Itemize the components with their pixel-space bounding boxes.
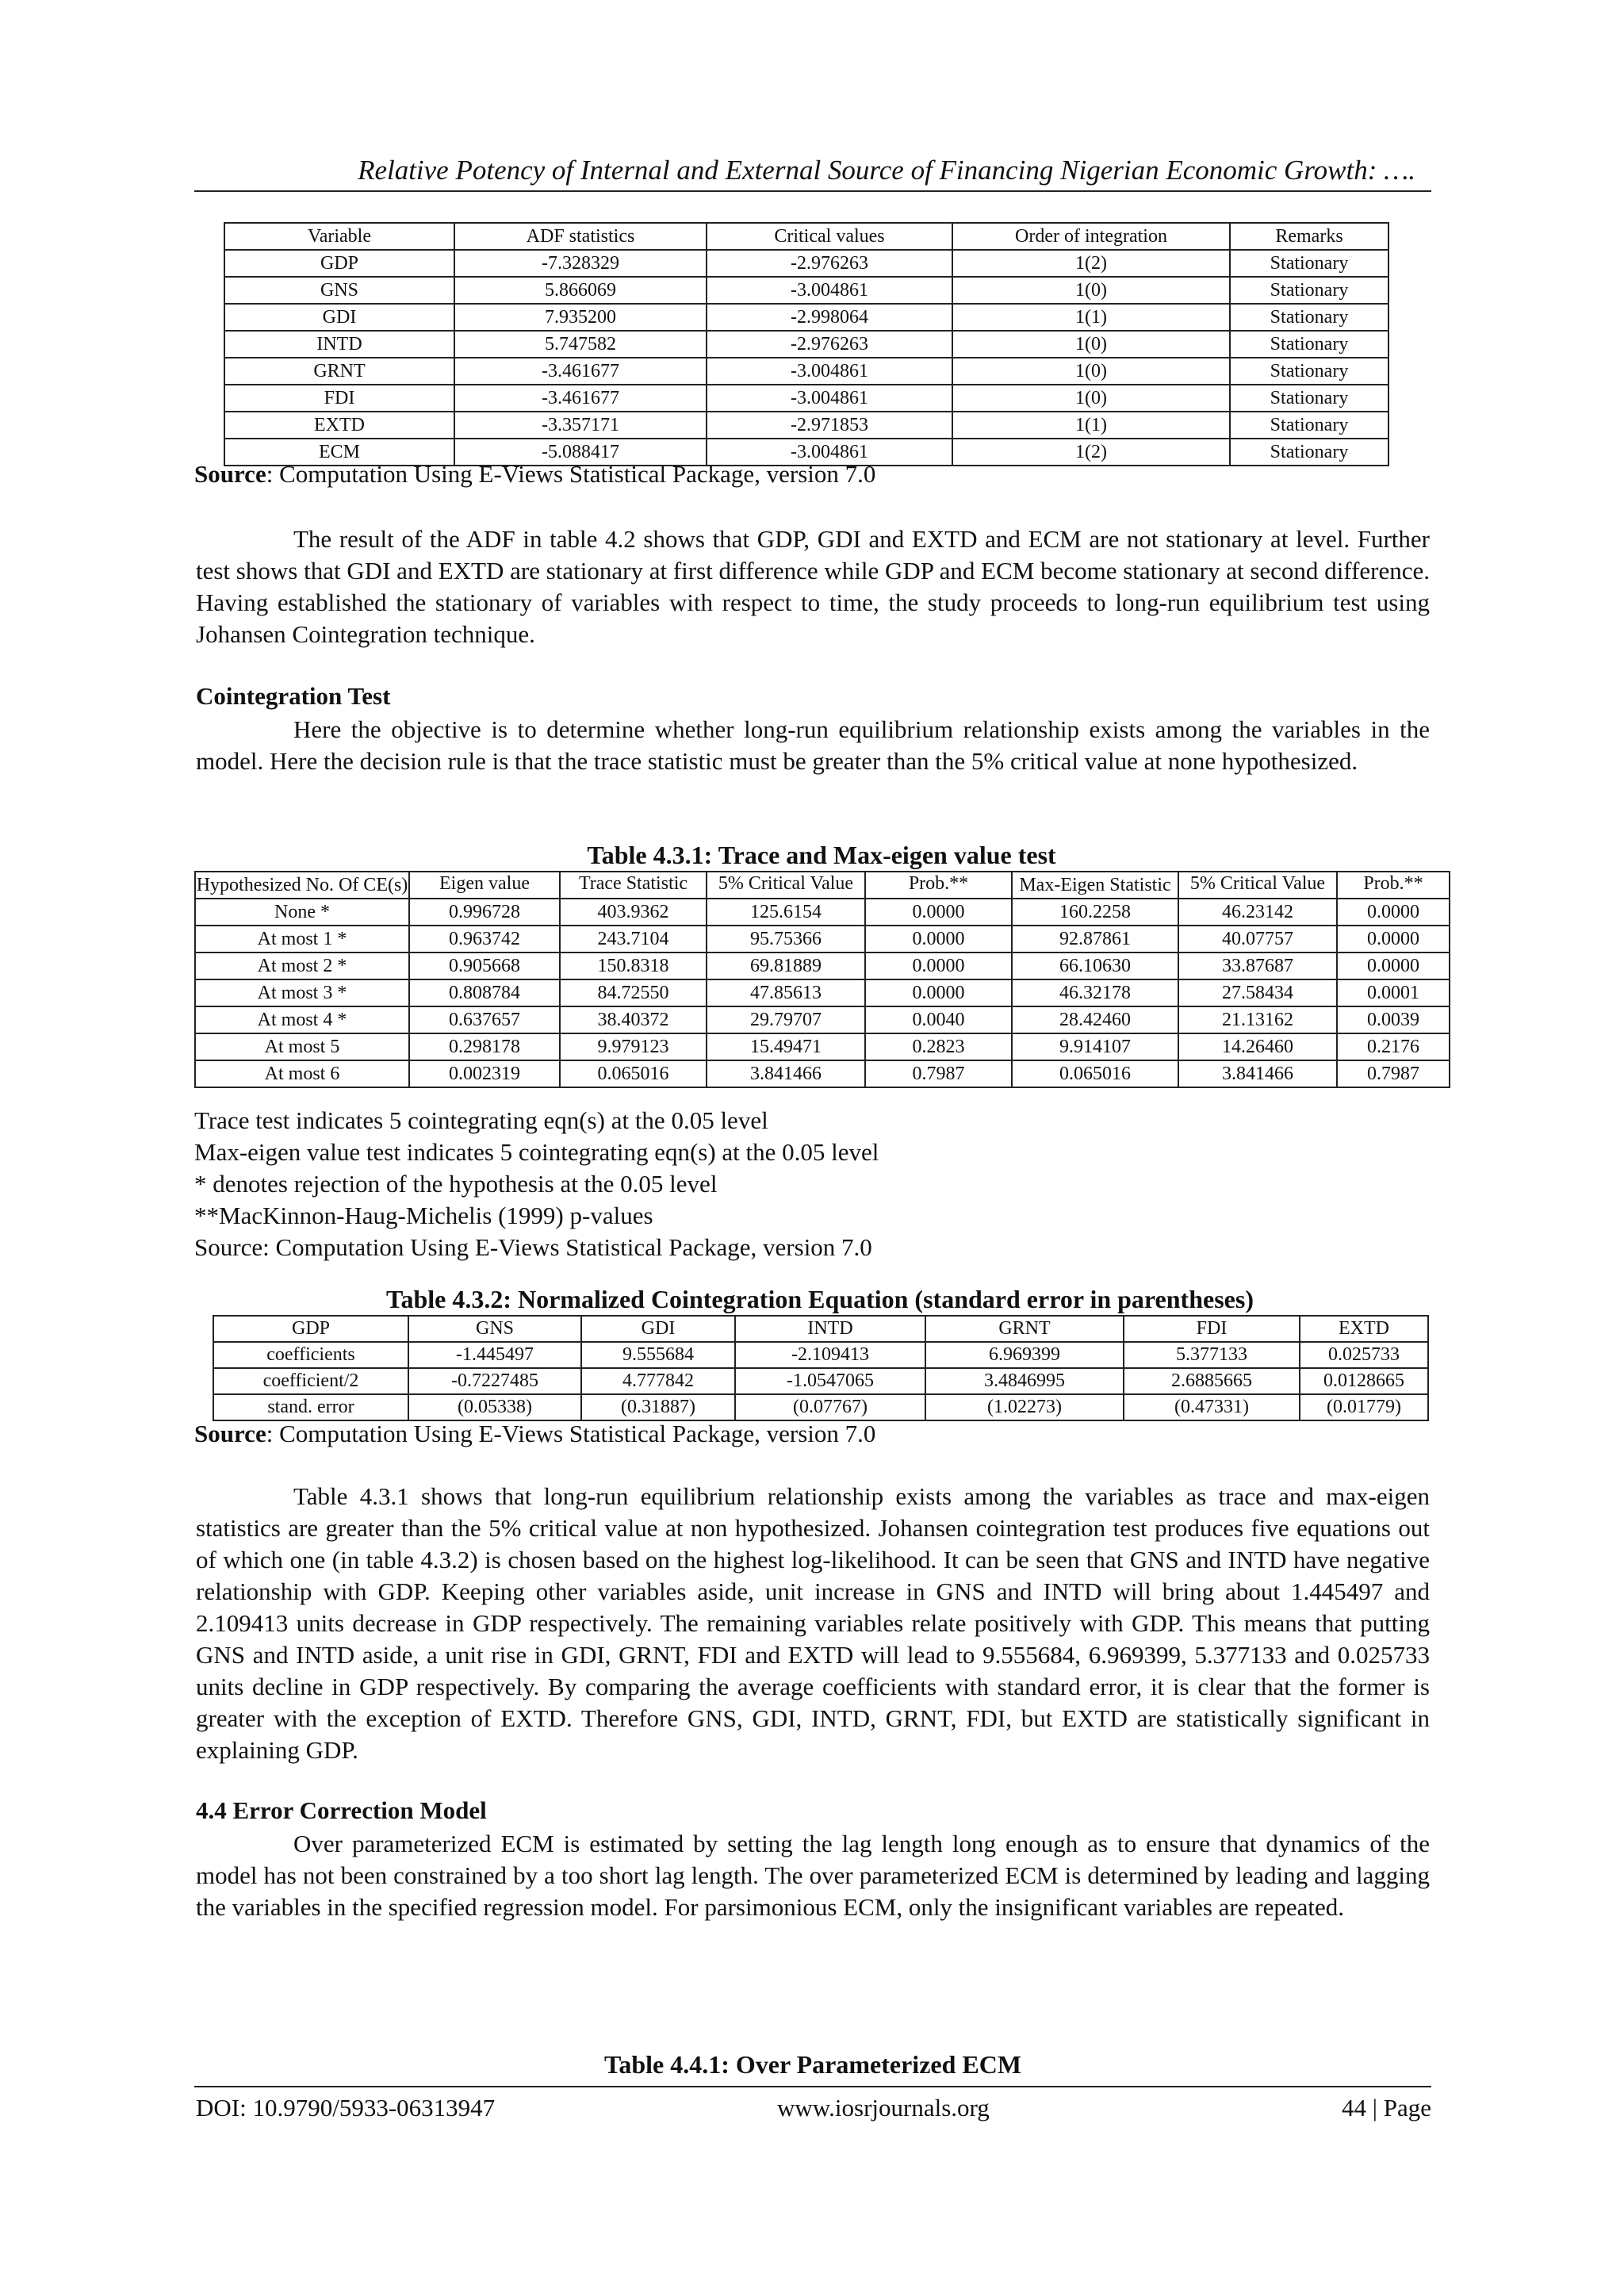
table-cell: 46.23142 bbox=[1178, 899, 1337, 926]
table-cell: At most 4 * bbox=[195, 1006, 409, 1033]
table-cell: 5.377133 bbox=[1124, 1342, 1300, 1368]
source-text: : Computation Using E-Views Statistical Package, version 7.0 bbox=[266, 1420, 876, 1447]
table-cell: 14.26460 bbox=[1178, 1033, 1337, 1060]
table-cell: (0.01779) bbox=[1300, 1394, 1428, 1420]
table-cell: -5.088417 bbox=[454, 439, 707, 466]
table-cell: 0.065016 bbox=[560, 1060, 707, 1087]
table-cell: At most 1 * bbox=[195, 926, 409, 953]
table-cell: EXTD bbox=[224, 412, 454, 439]
trace-note: **MacKinnon-Haug-Michelis (1999) p-values bbox=[194, 1202, 653, 1229]
table-row bbox=[224, 331, 1388, 358]
source-label: Source bbox=[194, 1420, 266, 1447]
table-cell: Stationary bbox=[1230, 439, 1388, 466]
column-header: ADF statistics bbox=[454, 223, 707, 250]
table-cell: GDP bbox=[224, 250, 454, 277]
table-cell: -7.328329 bbox=[454, 250, 707, 277]
column-header: GNS bbox=[408, 1316, 581, 1342]
table-cell: Stationary bbox=[1230, 358, 1388, 385]
table-cell: 38.40372 bbox=[560, 1006, 707, 1033]
over-param-ecm-title: Table 4.4.1: Over Parameterized ECM bbox=[603, 2050, 1022, 2079]
table-cell: 0.996728 bbox=[409, 899, 560, 926]
norm-table-title: Table 4.3.2: Normalized Cointegration Equation (standard error in parentheses) bbox=[386, 1285, 1254, 1313]
table-cell: 4.777842 bbox=[581, 1368, 735, 1394]
table-row bbox=[224, 304, 1388, 331]
table-cell: 5.747582 bbox=[454, 331, 707, 358]
running-title: Relative Potency of Internal and External Source of Financing Nigerian Economic Growth: …. bbox=[358, 155, 1415, 186]
table-cell: 1(1) bbox=[952, 412, 1230, 439]
table-row bbox=[213, 1394, 1428, 1420]
table-cell: -3.004861 bbox=[707, 358, 952, 385]
table-cell: 0.0128665 bbox=[1300, 1368, 1428, 1394]
table-cell: (0.31887) bbox=[581, 1394, 735, 1420]
trace-table-body bbox=[195, 899, 1450, 1087]
table-cell: -2.998064 bbox=[707, 304, 952, 331]
column-header: Hypothesized No. Of CE(s) bbox=[195, 872, 409, 899]
table-cell: -3.357171 bbox=[454, 412, 707, 439]
table-cell: 5.866069 bbox=[454, 277, 707, 304]
table-cell: -2.971853 bbox=[707, 412, 952, 439]
table-cell: -2.109413 bbox=[735, 1342, 925, 1368]
column-header: Prob.** bbox=[1337, 872, 1450, 899]
table-cell: 0.2823 bbox=[865, 1033, 1012, 1060]
table-cell: At most 3 * bbox=[195, 979, 409, 1006]
table-row bbox=[195, 899, 1450, 926]
source-text: : Computation Using E-Views Statistical Package, version 7.0 bbox=[266, 460, 876, 488]
table-cell: 0.963742 bbox=[409, 926, 560, 953]
table-cell: (0.47331) bbox=[1124, 1394, 1300, 1420]
column-header: Trace Statistic bbox=[560, 872, 707, 899]
table-cell: (0.07767) bbox=[735, 1394, 925, 1420]
table-cell: 21.13162 bbox=[1178, 1006, 1337, 1033]
table-cell: 95.75366 bbox=[707, 926, 865, 953]
column-header: Variable bbox=[224, 223, 454, 250]
table-cell: -3.004861 bbox=[707, 385, 952, 412]
table-row bbox=[224, 358, 1388, 385]
column-header: GRNT bbox=[925, 1316, 1124, 1342]
table-cell: Stationary bbox=[1230, 277, 1388, 304]
column-header: FDI bbox=[1124, 1316, 1300, 1342]
source-label: Source bbox=[194, 460, 266, 488]
paragraph-ecm bbox=[196, 1828, 1430, 1923]
table-cell: -0.7227485 bbox=[408, 1368, 581, 1394]
column-header: Critical values bbox=[707, 223, 952, 250]
cointegration-heading: Cointegration Test bbox=[196, 682, 391, 710]
column-header: GDP bbox=[213, 1316, 408, 1342]
paragraph-adf-result bbox=[196, 523, 1430, 650]
table-cell: 1(0) bbox=[952, 385, 1230, 412]
table-cell: -3.004861 bbox=[707, 439, 952, 466]
table-cell: 27.58434 bbox=[1178, 979, 1337, 1006]
table-cell: 1(2) bbox=[952, 439, 1230, 466]
table-cell: 9.979123 bbox=[560, 1033, 707, 1060]
table-cell: 69.81889 bbox=[707, 953, 865, 979]
table-cell: 0.808784 bbox=[409, 979, 560, 1006]
table-cell: 160.2258 bbox=[1012, 899, 1178, 926]
table-cell: 0.0000 bbox=[865, 926, 1012, 953]
table-cell: -3.461677 bbox=[454, 358, 707, 385]
table-cell: 6.969399 bbox=[925, 1342, 1124, 1368]
paragraph-cointegration bbox=[196, 714, 1430, 777]
table-cell: 0.2176 bbox=[1337, 1033, 1450, 1060]
table-cell: At most 2 * bbox=[195, 953, 409, 979]
table-cell: 7.935200 bbox=[454, 304, 707, 331]
table-cell: 150.8318 bbox=[560, 953, 707, 979]
table-cell: 9.914107 bbox=[1012, 1033, 1178, 1060]
trace-table bbox=[194, 871, 1450, 1088]
footer-doi: DOI: 10.9790/5933-06313947 bbox=[196, 2094, 496, 2122]
ecm-heading: 4.4 Error Correction Model bbox=[196, 1796, 487, 1824]
header-rule bbox=[194, 190, 1431, 192]
column-header: 5% Critical Value bbox=[1178, 872, 1337, 899]
table-cell: At most 6 bbox=[195, 1060, 409, 1087]
table-cell: (0.05338) bbox=[408, 1394, 581, 1420]
table-cell: coefficients bbox=[213, 1342, 408, 1368]
table-cell: 0.0000 bbox=[1337, 953, 1450, 979]
footer-url[interactable]: www.iosrjournals.org bbox=[777, 2094, 990, 2122]
table-cell: 0.298178 bbox=[409, 1033, 560, 1060]
table-cell: 92.87861 bbox=[1012, 926, 1178, 953]
table-cell: ECM bbox=[224, 439, 454, 466]
trace-note: Source: Computation Using E-Views Statistical Package, version 7.0 bbox=[194, 1233, 872, 1261]
trace-note: Max-eigen value test indicates 5 cointegrating eqn(s) at the 0.05 level bbox=[194, 1138, 879, 1166]
table-row bbox=[224, 412, 1388, 439]
table-cell: 0.065016 bbox=[1012, 1060, 1178, 1087]
column-header: INTD bbox=[735, 1316, 925, 1342]
table-cell: -1.445497 bbox=[408, 1342, 581, 1368]
table-cell: 125.6154 bbox=[707, 899, 865, 926]
paragraph-text: The result of the ADF in table 4.2 shows that GDP, GDI and EXTD and ECM are not stationary at level. Further test shows that GDI and EXTD are stationary at first difference while GDP and ECM become stationary at second difference. Having established the stationary of variables with respect to time, the study proceeds to long-run equilibrium test using Johansen Cointegration technique. bbox=[196, 525, 1430, 648]
table-cell: 1(1) bbox=[952, 304, 1230, 331]
table-cell: 0.637657 bbox=[409, 1006, 560, 1033]
table-cell: -3.461677 bbox=[454, 385, 707, 412]
norm-table-header bbox=[213, 1316, 1428, 1342]
table-cell: 1(0) bbox=[952, 331, 1230, 358]
table-cell: stand. error bbox=[213, 1394, 408, 1420]
paragraph-interpretation bbox=[196, 1481, 1430, 1766]
paragraph-text: Table 4.3.1 shows that long-run equilibrium relationship exists among the variables as trace and max-eigen statistics are greater than the 5% critical value at non hypothesized. Johansen cointegration test produces five equations out of which one (in table 4.3.2) is chosen based on the highest log-likelihood. It can be seen that GNS and INTD have negative relationship with GDP. Keeping other variables aside, unit increase in GNS and INTD will bring about 1.445497 and 2.109413 units decrease in GDP respectively. The remaining variables relate positively with GDP. This means that putting GNS and INTD aside, a unit rise in GDI, GRNT, FDI and EXTD will lead to 9.555684, 6.969399, 5.377133 and 0.025733 units decline in GDP respectively. By comparing the average coefficients with standard error, it is clear that the former is greater with the exception of EXTD. Therefore GNS, GDI, INTD, GRNT, FDI, but EXTD are statistically significant in explaining GDP. bbox=[196, 1482, 1430, 1764]
table-row bbox=[224, 277, 1388, 304]
table-row bbox=[195, 953, 1450, 979]
norm-source bbox=[194, 1420, 875, 1448]
table-row bbox=[224, 250, 1388, 277]
table-row bbox=[195, 926, 1450, 953]
table-cell: 0.7987 bbox=[1337, 1060, 1450, 1087]
table-cell: 0.0000 bbox=[1337, 899, 1450, 926]
table-cell: -2.976263 bbox=[707, 250, 952, 277]
table-cell: 1(0) bbox=[952, 277, 1230, 304]
table-cell: 0.905668 bbox=[409, 953, 560, 979]
adf-table bbox=[224, 222, 1389, 466]
table-cell: Stationary bbox=[1230, 331, 1388, 358]
table-row bbox=[195, 1033, 1450, 1060]
table-cell: 0.0039 bbox=[1337, 1006, 1450, 1033]
table-cell: 1(0) bbox=[952, 358, 1230, 385]
column-header: Remarks bbox=[1230, 223, 1388, 250]
table-cell: Stationary bbox=[1230, 250, 1388, 277]
table-row bbox=[195, 979, 1450, 1006]
running-header bbox=[194, 155, 1431, 194]
table-row bbox=[213, 1342, 1428, 1368]
table-cell: 0.0000 bbox=[865, 899, 1012, 926]
table-cell: 0.0001 bbox=[1337, 979, 1450, 1006]
table-cell: GNS bbox=[224, 277, 454, 304]
table-cell: 0.0040 bbox=[865, 1006, 1012, 1033]
column-header: 5% Critical Value bbox=[707, 872, 865, 899]
table-cell: GDI bbox=[224, 304, 454, 331]
table-cell: (1.02273) bbox=[925, 1394, 1124, 1420]
table-cell: GRNT bbox=[224, 358, 454, 385]
table-cell: 0.002319 bbox=[409, 1060, 560, 1087]
table-cell: 9.555684 bbox=[581, 1342, 735, 1368]
table-cell: INTD bbox=[224, 331, 454, 358]
table-cell: coefficient/2 bbox=[213, 1368, 408, 1394]
table-cell: 2.6885665 bbox=[1124, 1368, 1300, 1394]
paragraph-text: Here the objective is to determine whether long-run equilibrium relationship exists among the variables in the model. Here the decision rule is that the trace statistic must be greater than the 5% critical value at none hypothesized. bbox=[196, 715, 1430, 775]
adf-source bbox=[194, 460, 875, 489]
adf-table-header bbox=[224, 223, 1388, 250]
trace-table-title: Table 4.3.1: Trace and Max-eigen value test bbox=[587, 841, 1056, 869]
table-cell: 28.42460 bbox=[1012, 1006, 1178, 1033]
column-header: Order of integration bbox=[952, 223, 1230, 250]
norm-table-body bbox=[213, 1342, 1428, 1420]
column-header: Eigen value bbox=[409, 872, 560, 899]
table-cell: 47.85613 bbox=[707, 979, 865, 1006]
trace-note: Trace test indicates 5 cointegrating eqn(s) at the 0.05 level bbox=[194, 1106, 768, 1134]
table-cell: 84.72550 bbox=[560, 979, 707, 1006]
adf-table-body bbox=[224, 250, 1388, 466]
paragraph-text: Over parameterized ECM is estimated by setting the lag length long enough as to ensure that dynamics of the model has not been constrained by a too short lag length. The over parameterized ECM is determined by leading and lagging the variables in the specified regression model. For parsimonious ECM, only the insignificant variables are repeated. bbox=[196, 1830, 1430, 1921]
table-cell: 0.0000 bbox=[865, 953, 1012, 979]
table-cell: 3.841466 bbox=[707, 1060, 865, 1087]
column-header: EXTD bbox=[1300, 1316, 1428, 1342]
table-cell: 0.7987 bbox=[865, 1060, 1012, 1087]
table-cell: 33.87687 bbox=[1178, 953, 1337, 979]
column-header: Max-Eigen Statistic bbox=[1012, 872, 1178, 899]
table-cell: None * bbox=[195, 899, 409, 926]
table-row bbox=[213, 1368, 1428, 1394]
table-cell: -2.976263 bbox=[707, 331, 952, 358]
table-cell: 29.79707 bbox=[707, 1006, 865, 1033]
table-cell: Stationary bbox=[1230, 412, 1388, 439]
table-cell: 3.4846995 bbox=[925, 1368, 1124, 1394]
table-cell: Stationary bbox=[1230, 385, 1388, 412]
table-cell: 0.025733 bbox=[1300, 1342, 1428, 1368]
table-cell: At most 5 bbox=[195, 1033, 409, 1060]
table-cell: Stationary bbox=[1230, 304, 1388, 331]
table-row bbox=[195, 1006, 1450, 1033]
table-row bbox=[224, 385, 1388, 412]
trace-table-header bbox=[195, 872, 1450, 899]
table-cell: 40.07757 bbox=[1178, 926, 1337, 953]
table-cell: 0.0000 bbox=[1337, 926, 1450, 953]
table-cell: FDI bbox=[224, 385, 454, 412]
table-cell: 403.9362 bbox=[560, 899, 707, 926]
table-cell: 46.32178 bbox=[1012, 979, 1178, 1006]
table-cell: 66.10630 bbox=[1012, 953, 1178, 979]
table-cell: -3.004861 bbox=[707, 277, 952, 304]
trace-note: * denotes rejection of the hypothesis at the 0.05 level bbox=[194, 1170, 718, 1198]
table-cell: 15.49471 bbox=[707, 1033, 865, 1060]
table-cell: -1.0547065 bbox=[735, 1368, 925, 1394]
column-header: GDI bbox=[581, 1316, 735, 1342]
table-cell: 243.7104 bbox=[560, 926, 707, 953]
footer-page: 44 | Page bbox=[1342, 2094, 1431, 2122]
norm-table bbox=[213, 1315, 1429, 1421]
column-header: Prob.** bbox=[865, 872, 1012, 899]
table-row bbox=[195, 1060, 1450, 1087]
table-cell: 3.841466 bbox=[1178, 1060, 1337, 1087]
footer-rule bbox=[194, 2086, 1431, 2087]
table-cell: 0.0000 bbox=[865, 979, 1012, 1006]
table-cell: 1(2) bbox=[952, 250, 1230, 277]
